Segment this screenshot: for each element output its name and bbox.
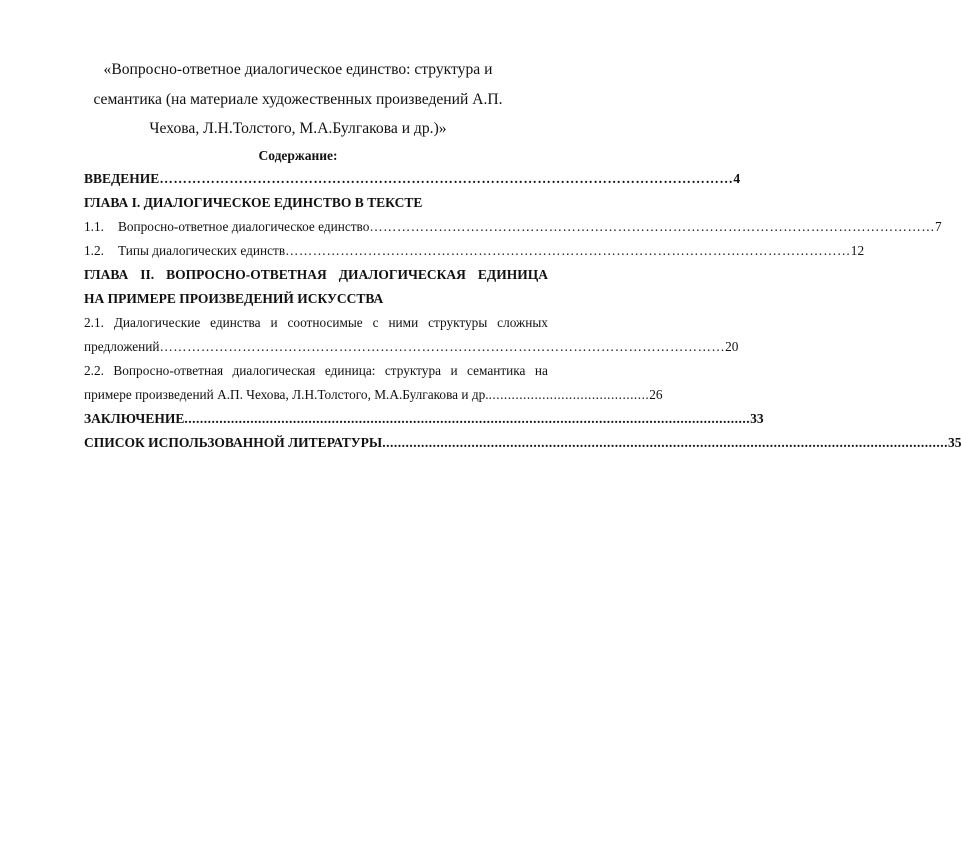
- toc-word: структура: [384, 363, 441, 378]
- toc-word: с: [372, 315, 379, 330]
- toc-entry-label: Типы диалогических единств: [118, 243, 286, 258]
- leader-dots: ……………………………………………………………………………………………………………: [159, 171, 734, 186]
- toc-page-number: 35: [947, 435, 961, 450]
- toc-entry-2-2-line-2: [84, 383, 663, 407]
- leader-dots: ……………………………………………………………………………………………………………: [159, 339, 726, 354]
- toc-entry-number: 2.2.: [84, 363, 104, 378]
- toc-word: и: [450, 363, 458, 378]
- toc-entry-1-1: [84, 215, 942, 239]
- toc-word: ними: [388, 315, 419, 330]
- toc-page-number: 20: [725, 339, 739, 354]
- toc-chapter-1: ГЛАВА I. ДИАЛОГИЧЕСКОЕ ЕДИНСТВО В ТЕКСТЕ: [84, 195, 423, 210]
- toc-entry-1-2: [84, 239, 865, 263]
- title-line-3: Чехова, Л.Н.Толстого, М.А.Булгакова и др.)»: [149, 120, 447, 137]
- toc-page-number: 26: [649, 387, 663, 402]
- toc-word: на: [534, 363, 548, 378]
- toc-page-number: 33: [750, 411, 764, 426]
- leader-dots: ..........................................: [488, 387, 650, 402]
- toc-entry-label: Вопросно-ответное диалогическое единство: [118, 219, 370, 234]
- toc-entry-label: предложений: [84, 339, 160, 354]
- toc-entry-number: 1.1.: [84, 219, 104, 234]
- leader-dots: ..................................................................................................................................................: [382, 435, 948, 450]
- toc-chapter-2-line-1: [84, 263, 548, 287]
- toc-page-number: 4: [733, 171, 741, 186]
- toc-word: единица:: [324, 363, 376, 378]
- table-of-contents: [84, 167, 961, 455]
- toc-word: II.: [140, 267, 155, 282]
- document-title: [60, 55, 536, 144]
- toc-word: соотносимые: [287, 315, 363, 330]
- title-line-2: семантика (на материале художественных произведений А.П.: [93, 90, 503, 108]
- toc-entry-label: ЗАКЛЮЧЕНИЕ: [84, 411, 185, 426]
- toc-word: Вопросно-ответная: [113, 363, 224, 378]
- toc-entry-number: 1.2.: [84, 243, 104, 258]
- toc-entry-conclusion: [84, 407, 764, 431]
- toc-page-number: 12: [850, 243, 865, 258]
- toc-entry-2-1-line-2: [84, 335, 739, 359]
- toc-word: диалогическая: [232, 363, 316, 378]
- toc-heading: Содержание:: [258, 148, 338, 163]
- toc-word: ВОПРОСНО-ОТВЕТНАЯ: [166, 267, 327, 282]
- toc-word: Диалогические: [113, 315, 201, 330]
- toc-chapter-2-line-2: НА ПРИМЕРЕ ПРОИЗВЕДЕНИЙ ИСКУССТВА: [84, 291, 384, 306]
- toc-page-number: 7: [935, 219, 942, 234]
- toc-word: структуры: [428, 315, 488, 330]
- toc-word: семантика: [467, 363, 526, 378]
- toc-word: ЕДИНИЦА: [477, 267, 548, 282]
- toc-entry-number: 2.1.: [84, 315, 104, 330]
- toc-word: и: [270, 315, 278, 330]
- toc-entry-label: СПИСОК ИСПОЛЬЗОВАННОЙ ЛИТЕРАТУРЫ: [84, 435, 383, 450]
- toc-word: ДИАЛОГИЧЕСКАЯ: [338, 267, 466, 282]
- toc-word: ГЛАВА: [84, 267, 129, 282]
- leader-dots: ……………………………………………………………………………………………………………: [285, 243, 851, 258]
- toc-entry-intro: [84, 167, 741, 191]
- toc-word: единства: [210, 315, 261, 330]
- leader-dots: ……………………………………………………………………………………………………………: [369, 219, 936, 234]
- toc-entry-2-1-line-1: [84, 311, 548, 335]
- toc-entry-label: примере произведений А.П. Чехова, Л.Н.Толстого, М.А.Булгакова и др.: [84, 387, 489, 402]
- leader-dots: ..................................................................................................................................................: [184, 411, 751, 426]
- toc-entry-label: ВВЕДЕНИЕ: [84, 171, 160, 186]
- title-line-1: «Вопросно-ответное диалогическое единство: структура и: [103, 61, 493, 78]
- toc-word: сложных: [497, 315, 548, 330]
- toc-entry-references: [84, 431, 961, 455]
- toc-entry-2-2-line-1: [84, 359, 548, 383]
